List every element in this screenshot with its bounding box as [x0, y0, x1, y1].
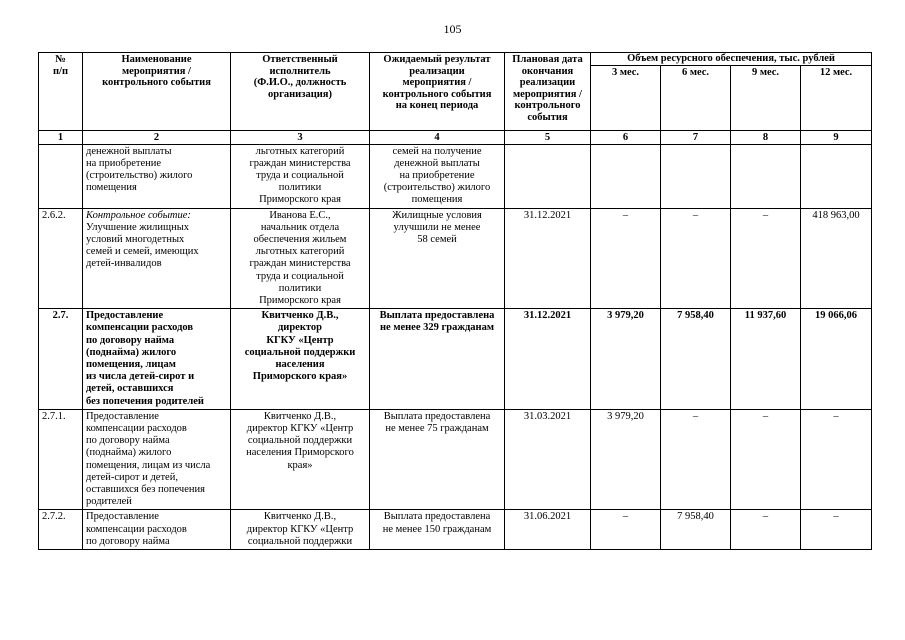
row-name: денежной выплаты на приобретение (строительство) жилого помещения — [83, 144, 231, 208]
table-row — [39, 144, 872, 208]
col-index: 9 — [801, 130, 872, 144]
row-executor: Квитченко Д.В., директор КГКУ «Центр социальной поддержки — [231, 510, 370, 550]
row-m12: 418 963,00 — [801, 208, 872, 309]
table-row — [39, 309, 872, 410]
row-result: семей на получение денежной выплаты на приобретение (строительство) жилого помещения — [370, 144, 505, 208]
col-index: 5 — [505, 130, 591, 144]
row-number: 2.6.2. — [39, 208, 83, 309]
header-m3: 3 мес. — [591, 65, 661, 130]
row-m12: – — [801, 510, 872, 550]
control-event-label: Контрольное событие: — [86, 209, 191, 221]
row-m9: – — [731, 510, 801, 550]
row-number: 2.7.2. — [39, 510, 83, 550]
row-number: 2.7. — [39, 309, 83, 410]
row-date: 31.12.2021 — [505, 309, 591, 410]
col-index: 2 — [83, 130, 231, 144]
header-name: Наименование мероприятия / контрольного события — [83, 53, 231, 131]
row-name: Предоставление компенсации расходов по договору найма (поднайма) жилого помещения, лицам из числа детей-сирот и детей, оставшихся без попечения родителей — [83, 309, 231, 410]
col-index: 4 — [370, 130, 505, 144]
row-result: Жилищные условия улучшили не менее 58 семей — [370, 208, 505, 309]
row-date: 31.06.2021 — [505, 510, 591, 550]
row-m3: – — [591, 208, 661, 309]
row-m3: 3 979,20 — [591, 409, 661, 510]
header-date: Плановая дата окончания реализации мероприятия / контрольного события — [505, 53, 591, 131]
page-number: 105 — [443, 22, 462, 36]
row-m9 — [731, 144, 801, 208]
col-index: 7 — [661, 130, 731, 144]
col-index: 6 — [591, 130, 661, 144]
row-m9: 11 937,60 — [731, 309, 801, 410]
row-executor: Квитченко Д.В., директор КГКУ «Центр социальной поддержки населения Приморского края» — [231, 409, 370, 510]
header-executor: Ответственный исполнитель (Ф.И.О., должность организация) — [231, 53, 370, 131]
table-row — [39, 208, 872, 309]
row-m3 — [591, 144, 661, 208]
row-m6: – — [661, 208, 731, 309]
header-m9: 9 мес. — [731, 65, 801, 130]
row-result: Выплата предоставлена не менее 75 гражданам — [370, 409, 505, 510]
table-row — [39, 409, 872, 510]
row-date: 31.12.2021 — [505, 208, 591, 309]
row-name-cell — [83, 208, 231, 309]
header-m12: 12 мес. — [801, 65, 872, 130]
header-num: № п/п — [39, 53, 83, 131]
row-number — [39, 144, 83, 208]
header-result: Ожидаемый результат реализации мероприятия / контрольного события на конец периода — [370, 53, 505, 131]
row-m3: – — [591, 510, 661, 550]
table-row — [39, 510, 872, 550]
row-m6 — [661, 144, 731, 208]
row-number: 2.7.1. — [39, 409, 83, 510]
row-executor: Иванова Е.С., начальник отдела обеспечения жильем льготных категорий граждан министерства труда и социальной политики Приморского края — [231, 208, 370, 309]
row-result: Выплата предоставлена не менее 150 гражданам — [370, 510, 505, 550]
row-name: Улучшение жилищных условий многодетных семей и семей, имеющих детей-инвалидов — [86, 221, 199, 270]
col-index: 1 — [39, 130, 83, 144]
row-result: Выплата предоставлена не менее 329 гражданам — [370, 309, 505, 410]
row-m6: 7 958,40 — [661, 510, 731, 550]
row-m9: – — [731, 208, 801, 309]
column-index-row — [39, 130, 872, 144]
row-date — [505, 144, 591, 208]
header-row — [39, 53, 872, 66]
header-m6: 6 мес. — [661, 65, 731, 130]
row-m6: 7 958,40 — [661, 309, 731, 410]
row-name: Предоставление компенсации расходов по договору найма (поднайма) жилого помещения, лицам из числа детей-сирот и детей, оставшихся без попечения родителей — [83, 409, 231, 510]
col-index: 3 — [231, 130, 370, 144]
row-name: Предоставление компенсации расходов по договору найма — [83, 510, 231, 550]
row-m12: – — [801, 409, 872, 510]
row-executor: Квитченко Д.В., директор КГКУ «Центр социальной поддержки населения Приморского края» — [231, 309, 370, 410]
header-volume: Объем ресурсного обеспечения, тыс. рублей — [591, 53, 872, 66]
col-index: 8 — [731, 130, 801, 144]
row-m12 — [801, 144, 872, 208]
row-m3: 3 979,20 — [591, 309, 661, 410]
row-m9: – — [731, 409, 801, 510]
row-date: 31.03.2021 — [505, 409, 591, 510]
row-m12: 19 066,06 — [801, 309, 872, 410]
activity-plan-table — [38, 52, 872, 550]
row-m6: – — [661, 409, 731, 510]
row-executor: льготных категорий граждан министерства труда и социальной политики Приморского края — [231, 144, 370, 208]
